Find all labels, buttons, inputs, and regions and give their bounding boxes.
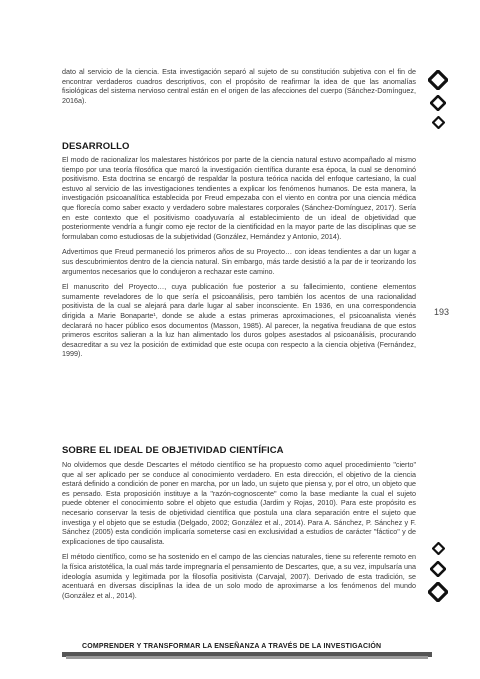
footer-rule-inner [66,656,428,659]
paragraph: El método científico, como se ha sostenido en el campo de las ciencias naturales, tiene su referente remoto en la física aristotélica, la cual más tarde impregnaría el pensamiento de Descartes, que, a su vez, impulsaría una ideología asumida y legitimada por la filosofía positivista (Carvajal, 2007). Derivado de esta tradición, se acentuará en diversas disciplinas la idea de un solo modo de aproximarse a los fenómenos del mundo (González et al., 2014). [62,552,416,600]
section-heading-desarrollo: DESARROLLO [62,141,130,152]
diamond-icon-large [428,582,448,602]
diamond-icon-medium [430,95,446,111]
intro-block [62,67,416,105]
paragraph: Advertimos que Freud permaneció los primeros años de su Proyecto… con ideas tendientes a dar un lugar a sus descubrimientos dentro de la ciencia natural. Sin embargo, más tarde desistió a la par de ir teorizando los argumentos necesarios que lo condujeron a rechazar este camino. [62,247,416,276]
intro-paragraph: dato al servicio de la ciencia. Esta investigación separó al sujeto de su constitución subjetiva con el fin de encontrar verdaderos cuadros descriptivos, con el propósito de reafirmar la idea de que las anomalías fisiológicas del sistema nervioso central están en el origen de las afecciones del cuerpo (Sánchez-Domínguez, 2016a). [62,67,416,105]
running-title: COMPRENDER Y TRANSFORMAR LA ENSEÑANZA A TRAVÉS DE LA INVESTIGACIÓN [82,643,382,650]
diamond-icon-small [432,116,445,129]
paragraph: No olvidemos que desde Descartes el método científico se ha propuesto como aquel procedimiento "cierto" que al ser aplicado per se conduce al conocimiento verdadero. En esta dirección, el objetivo de la ciencia estará definido a condición de poner en marcha, por un lado, un sujeto que piensa y, por el otro, un objeto que es pensado. Esta proposición instituye a la "razón-cognoscente" como la base mediante la cual el sujeto puede obtener el conocimiento sobre el objeto que estudia (Jardim y Rojas, 2010). Para este propósito es necesario conservar la tesis de objetividad científica que postula una clara separación entre el sujeto que investiga y el objeto que se estudia (Delgado, 2002; González et al., 2014). Para A. Sánchez, P. Sánchez y F. Sánchez (2005) esta condición implicaría someterse casi en exclusividad a estudios de carácter "fáctico" y de explicaciones de tipo causalista. [62,460,416,546]
paragraph: El manuscrito del Proyecto…, cuya publicación fue posterior a su fallecimiento, contiene elementos sumamente reveladores de lo que sería el psicoanálisis, pero también los acentos de una racionalidad positivista de la cual se alejará para darle lugar al saber inconsciente. En 1936, en una correspondencia dirigida a Marie Bonaparte¹, donde se alude a estas primeras aproximaciones, el psicoanalista vienés declarará no hacer público esos documentos (Masson, 1985). Al parecer, la negativa freudiana de que estos primeros escritos salieran a la luz han alimentado los duros golpes asestados al psicoanálisis, procurando desacreditar a su vez la posición de extimidad que este ocupa con respecto a la ciencia objetiva (Fernández, 1999). [62,282,416,359]
diamond-icon-medium [430,561,446,577]
section-objetividad [62,460,416,600]
paragraph: El modo de racionalizar los malestares históricos por parte de la ciencia natural estuvo acompañado al mismo tiempo por una teoría filosófica que marcó la investigación científica durante esa época, la cual se denominó positivismo. Esta doctrina se encargó de respaldar la postura teórica nacida del enfoque cartesiano, la cual estuvo al servicio de las investigaciones tendientes a explicar los fenómenos humanos. De esta manera, la investigación psicoanalítica establecida por Freud empezaba con el viento en contra por una ciencia médica que florecía como saber exacto y verdadero sobre malestares corporales (Sánchez-Domínguez, 2017). Sería en este contexto que el positivismo coadyuvaría al establecimiento de un ideal de objetividad que posteriormente vendría a fungir como eje rector de la cientificidad en la mayor parte de las disciplinas que se formulaban como estudiosas de la subjetividad (González, Hernández y Antonio, 2014). [62,155,416,241]
diamond-icon-small [432,542,445,555]
section-desarrollo [62,155,416,359]
section-heading-objetividad: SOBRE EL IDEAL DE OBJETIVIDAD CIENTÍFICA [62,445,284,456]
page-number: 193 [434,307,450,317]
diamond-icon-large [428,70,448,90]
